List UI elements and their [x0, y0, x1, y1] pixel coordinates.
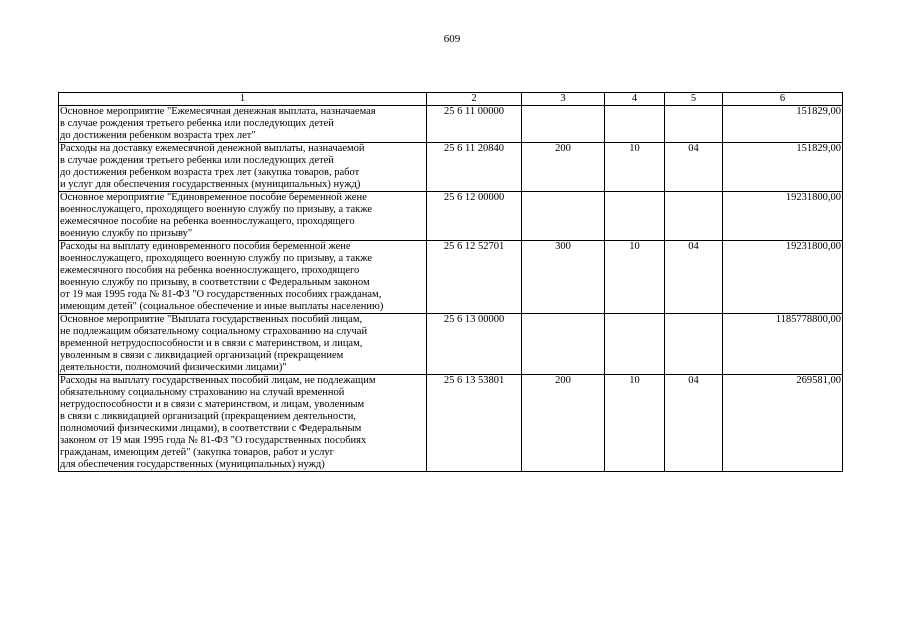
header-row: [59, 93, 843, 106]
row-csr-code: 25 6 12 00000: [427, 192, 522, 241]
row-description: Расходы на выплату единовременного пособия беременной жене военнослужащего, проходящего военную службу по призыву, а также ежемесячного пособия на ребенка военнослужащего, проходящего военную службу по призыву, в соответствии с Федеральным законом от 19 мая 1995 года № 81-ФЗ "О государственных пособиях гражданам, имеющим детей" (социальное обеспечение и иные выплаты населению): [59, 241, 427, 314]
column-header-3: 3: [522, 93, 605, 106]
row-rz-code: 10: [605, 375, 665, 472]
column-header-5: 5: [665, 93, 723, 106]
column-header-1: 1: [59, 93, 427, 106]
row-rz-code: [605, 314, 665, 375]
row-description: Основное мероприятие "Единовременное пособие беременной жене военнослужащего, проходящего военную службу по призыву, а также ежемесячное пособие на ребенка военнослужащего, проходящего военную службу по призыву": [59, 192, 427, 241]
row-pr-code: [665, 192, 723, 241]
row-description: Основное мероприятие "Ежемесячная денежная выплата, назначаемая в случае рождения третьего ребенка или последующих детей до достижения ребенком возраста трех лет": [59, 106, 427, 143]
row-csr-code: 25 6 11 20840: [427, 143, 522, 192]
row-csr-code: 25 6 11 00000: [427, 106, 522, 143]
column-header-4: 4: [605, 93, 665, 106]
row-vr-code: 300: [522, 241, 605, 314]
column-header-6: 6: [723, 93, 843, 106]
row-sum: 269581,00: [723, 375, 843, 472]
table-row: [59, 375, 843, 472]
table-row: [59, 143, 843, 192]
row-vr-code: [522, 314, 605, 375]
table-row: [59, 106, 843, 143]
row-rz-code: [605, 106, 665, 143]
table-row: [59, 192, 843, 241]
row-pr-code: [665, 314, 723, 375]
row-sum: 151829,00: [723, 106, 843, 143]
row-pr-code: 04: [665, 241, 723, 314]
row-rz-code: 10: [605, 241, 665, 314]
row-rz-code: [605, 192, 665, 241]
row-vr-code: [522, 106, 605, 143]
table-row: [59, 241, 843, 314]
table-row: [59, 314, 843, 375]
row-pr-code: 04: [665, 143, 723, 192]
row-description: Основное мероприятие "Выплата государственных пособий лицам, не подлежащим обязательному социальному страхованию на случай временной нетрудоспособности и в связи с материнством, и лицам, уволенным в связи с ликвидацией организаций (прекращением деятельности, полномочий физическими лицами)": [59, 314, 427, 375]
row-csr-code: 25 6 13 53801: [427, 375, 522, 472]
row-rz-code: 10: [605, 143, 665, 192]
row-vr-code: 200: [522, 143, 605, 192]
row-description: Расходы на выплату государственных пособий лицам, не подлежащим обязательному социальному страхованию на случай временной нетрудоспособности и в связи с материнством, и лицам, уволенным в связи с ликвидацией организаций (прекращением деятельности, полномочий физическими лицами), в соответствии с Федеральным законом от 19 мая 1995 года № 81-ФЗ "О государственных пособиях гражданам, имеющим детей" (закупка товаров, работ и услуг для обеспечения государственных (муниципальных) нужд): [59, 375, 427, 472]
row-sum: 151829,00: [723, 143, 843, 192]
row-vr-code: 200: [522, 375, 605, 472]
row-pr-code: [665, 106, 723, 143]
row-pr-code: 04: [665, 375, 723, 472]
budget-table: [58, 92, 843, 472]
row-sum: 19231800,00: [723, 192, 843, 241]
page-number: 609: [443, 33, 461, 45]
row-description: Расходы на доставку ежемесячной денежной выплаты, назначаемой в случае рождения третьего ребенка или последующих детей до достижения ребенком возраста трех лет (закупка товаров, работ и услуг для обеспечения государственных (муниципальных) нужд): [59, 143, 427, 192]
column-header-2: 2: [427, 93, 522, 106]
row-csr-code: 25 6 13 00000: [427, 314, 522, 375]
row-sum: 1185778800,00: [723, 314, 843, 375]
row-vr-code: [522, 192, 605, 241]
row-sum: 19231800,00: [723, 241, 843, 314]
row-csr-code: 25 6 12 52701: [427, 241, 522, 314]
